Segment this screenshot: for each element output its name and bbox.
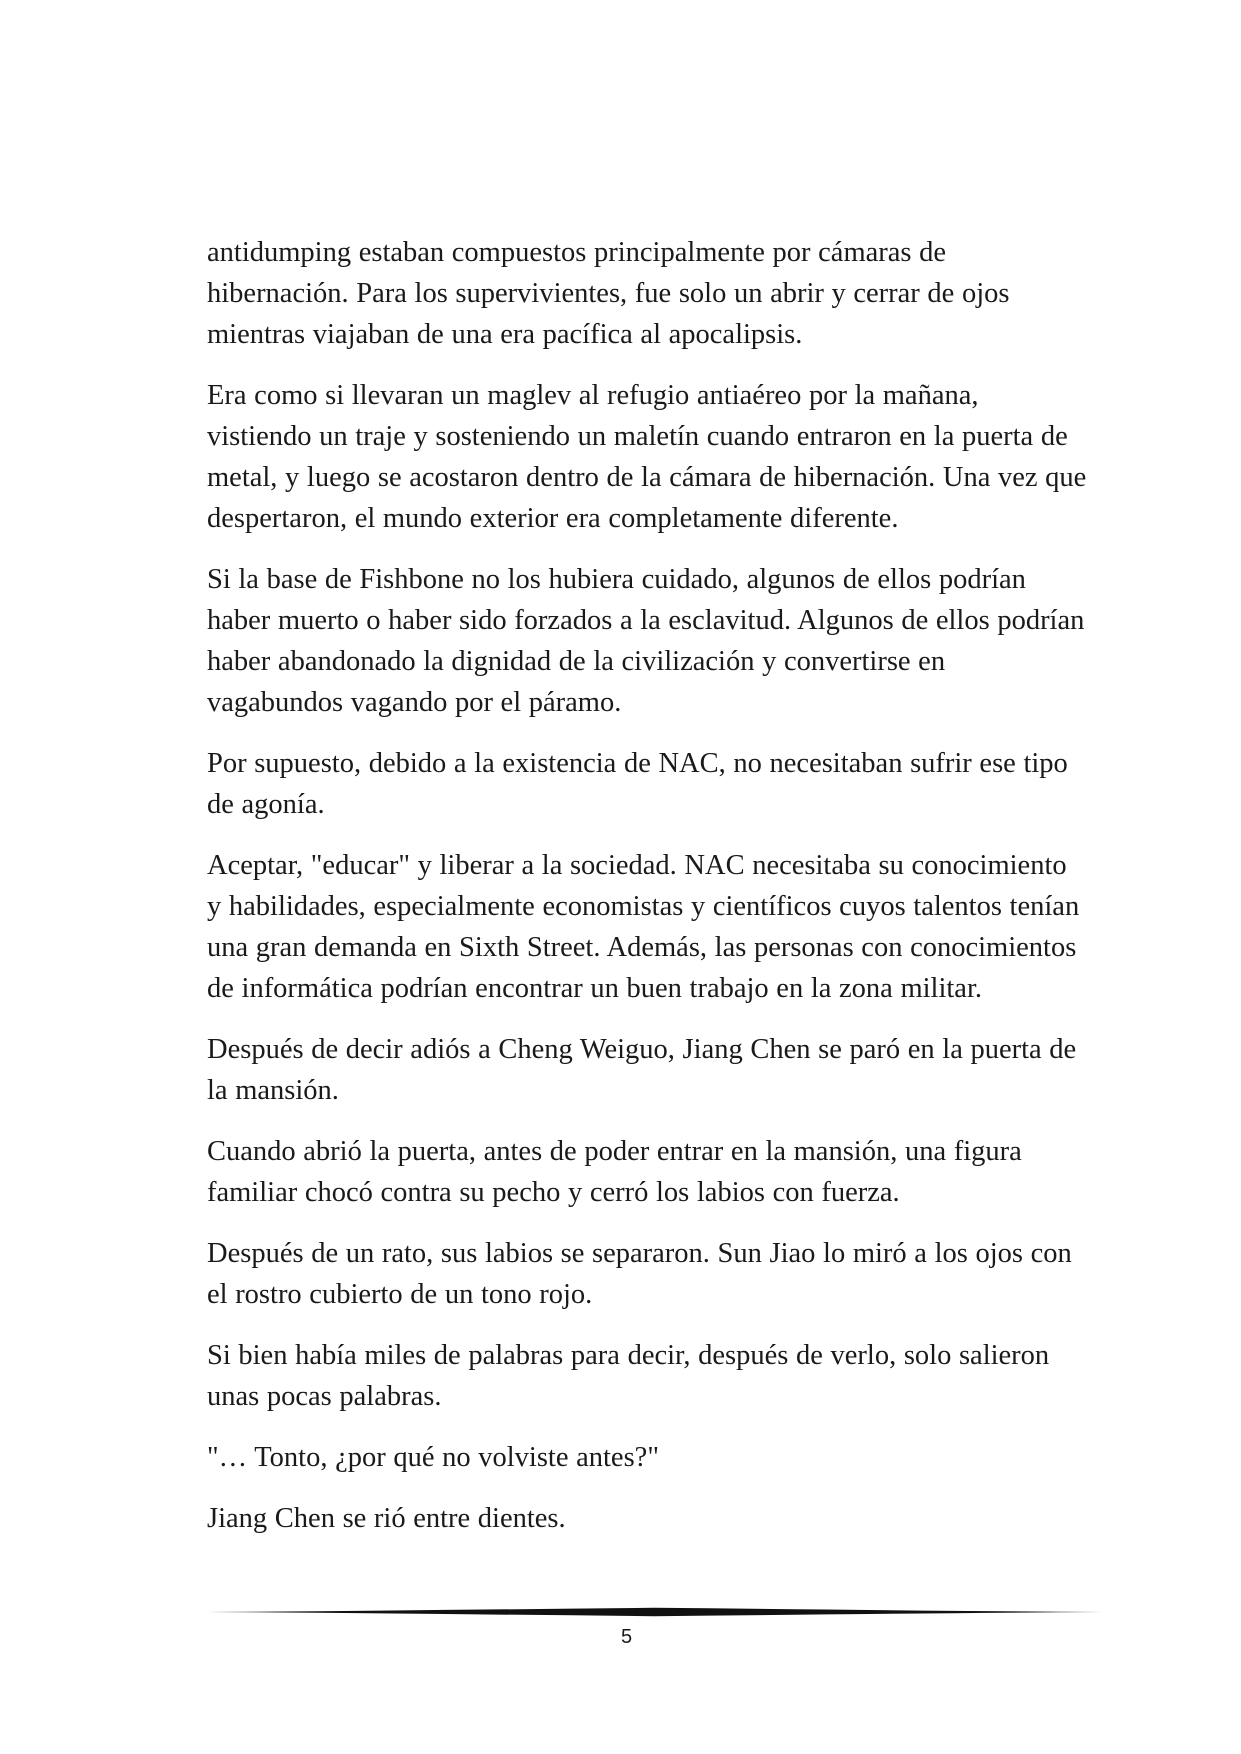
paragraph: Jiang Chen se rió entre dientes. [207,1503,566,1534]
paragraph: Si la base de Fishbone no los hubiera cuidado, algunos de ellos podrían haber muerto o haber sido forzados a la esclavitud. Algunos de ellos podrían haber abandonado la dignidad de la civilización y convertirse en vagabundos vagando por el páramo. [207,564,1085,718]
footer-divider-swoosh [207,1608,1102,1616]
paragraph: Si bien había miles de palabras para decir, después de verlo, solo salieron unas pocas palabras. [207,1340,1050,1412]
page-number: 5 [620,1626,633,1648]
paragraph: Aceptar, "educar" y liberar a la sociedad. NAC necesitaba su conocimiento y habilidades, especialmente economistas y científicos cuyos talentos tenían una gran demanda en Sixth Street. Además, las personas con conocimientos de informática podrían encontrar un buen trabajo en la zona militar. [207,850,1080,1004]
paragraph: antidumping estaban compuestos principalmente por cámaras de hibernación. Para los supervivientes, fue solo un abrir y cerrar de ojos mientras viajaban de una era pacífica al apocalipsis. [207,237,1010,350]
page-body [207,232,1087,1559]
footer-divider [207,1606,1102,1618]
paragraph: Era como si llevaran un maglev al refugio antiaéreo por la mañana, vistiendo un traje y sosteniendo un maletín cuando entraron en la puerta de metal, y luego se acostaron dentro de la cámara de hibernación. Una vez que despertaron, el mundo exterior era completamente diferente. [207,380,1087,534]
paragraph: Después de decir adiós a Cheng Weiguo, Jiang Chen se paró en la puerta de la mansión. [207,1034,1077,1106]
paragraph: Después de un rato, sus labios se separaron. Sun Jiao lo miró a los ojos con el rostro cubierto de un tono rojo. [207,1238,1072,1310]
paragraph: Cuando abrió la puerta, antes de poder entrar en la mansión, una figura familiar chocó contra su pecho y cerró los labios con fuerza. [207,1136,1022,1208]
paragraph: Por supuesto, debido a la existencia de NAC, no necesitaban sufrir ese tipo de agonía. [207,748,1068,820]
paragraph: "… Tonto, ¿por qué no volviste antes?" [207,1442,659,1473]
